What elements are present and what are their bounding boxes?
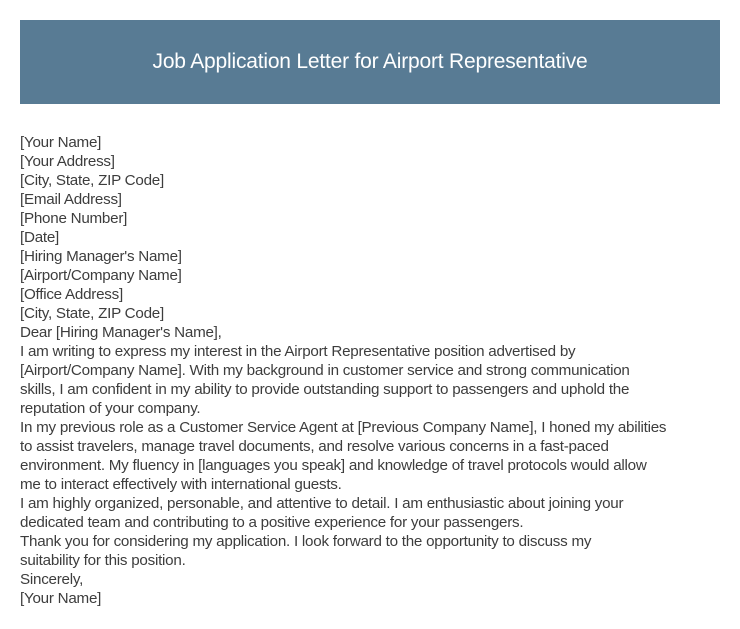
recipient-address: [Office Address] — [20, 286, 123, 303]
paragraph-line: environment. My fluency in [languages you speak] and knowledge of travel protocols would allow — [20, 457, 647, 474]
sender-email: [Email Address] — [20, 191, 122, 208]
paragraph-line: reputation of your company. — [20, 400, 201, 417]
recipient-city-state-zip: [City, State, ZIP Code] — [20, 305, 164, 322]
closing: Sincerely, — [20, 571, 84, 588]
signature-name: [Your Name] — [20, 590, 102, 607]
sender-address: [Your Address] — [20, 153, 115, 170]
paragraph-line: I am writing to express my interest in the Airport Representative position advertised by — [20, 343, 576, 360]
paragraph-line: dedicated team and contributing to a positive experience for your passengers. — [20, 514, 524, 531]
paragraph-line: me to interact effectively with international guests. — [20, 476, 342, 493]
paragraph-line: I am highly organized, personable, and attentive to detail. I am enthusiastic about joining your — [20, 495, 624, 512]
salutation: Dear [Hiring Manager's Name], — [20, 324, 222, 341]
sender-name: [Your Name] — [20, 134, 102, 151]
recipient-name: [Hiring Manager's Name] — [20, 248, 182, 265]
page-title: Job Application Letter for Airport Representative — [152, 50, 588, 73]
paragraph-line: [Airport/Company Name]. With my background in customer service and strong communication — [20, 362, 630, 379]
sender-phone: [Phone Number] — [20, 210, 128, 227]
paragraph-line: suitability for this position. — [20, 552, 186, 569]
paragraph-line: skills, I am confident in my ability to provide outstanding support to passengers and uphold the — [20, 381, 630, 398]
paragraph-line: In my previous role as a Customer Service Agent at [Previous Company Name], I honed my abilities — [20, 419, 667, 436]
paragraph-line: Thank you for considering my application. I look forward to the opportunity to discuss my — [20, 533, 592, 550]
letter-date: [Date] — [20, 229, 60, 246]
paragraph-line: to assist travelers, manage travel documents, and resolve various concerns in a fast-paced — [20, 438, 609, 455]
recipient-company: [Airport/Company Name] — [20, 267, 182, 284]
letter-body — [20, 133, 730, 608]
sender-city-state-zip: [City, State, ZIP Code] — [20, 172, 164, 189]
title-banner — [20, 20, 720, 104]
